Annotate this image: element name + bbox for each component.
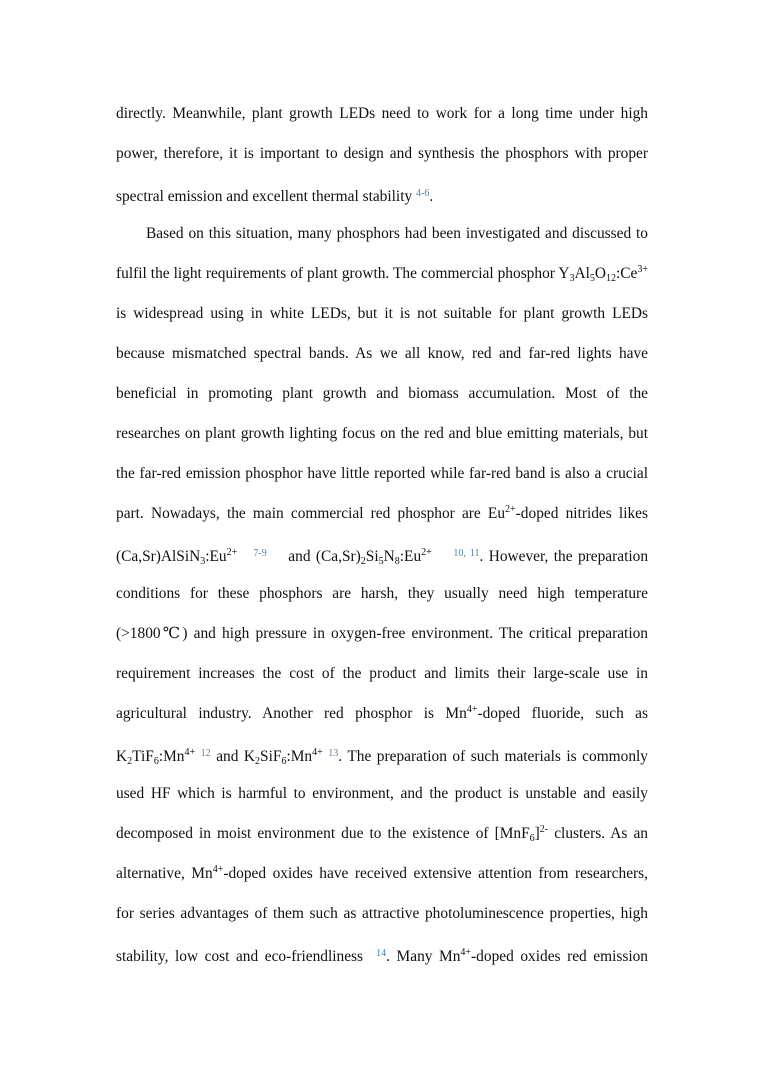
citation-link[interactable]: 14	[376, 948, 387, 959]
text-line: power, therefore, it is important to design and synthesis the phosphors with proper	[116, 145, 648, 162]
text-line: (>1800℃) and high pressure in oxygen-free environment. The critical preparation	[116, 625, 648, 642]
text-line: Based on this situation, many phosphors had been investigated and discussed to	[146, 225, 648, 242]
citation-link[interactable]: 13	[328, 748, 339, 759]
text-line: the far-red emission phosphor have little reported while far-red band is also a crucial	[116, 465, 648, 482]
citation-link[interactable]: 7-9	[253, 548, 267, 559]
text-line: because mismatched spectral bands. As we all know, red and far-red lights have	[116, 345, 648, 362]
text-line: requirement increases the cost of the product and limits their large-scale use in	[116, 665, 648, 682]
text-line: used HF which is harmful to environment, and the product is unstable and easily	[116, 785, 648, 802]
text-line: agricultural industry. Another red phosphor is $Mn^{4+}$-doped fluoride, such as	[116, 704, 648, 722]
text-line: $K_2TiF_6:Mn^{4+}$ $^{12}$ and $K_2SiF_6:Mn^{4+}$ $^{13}$. The preparation of such materials is commonly	[116, 747, 649, 767]
text-line: beneficial in promoting plant growth and biomass accumulation. Most of the	[116, 385, 648, 402]
text-line: researches on plant growth lighting focus on the red and blue emitting materials, but	[116, 425, 648, 442]
text-line: part. Nowadays, the main commercial red phosphor are $Eu^{2+}$-doped nitrides likes	[116, 504, 648, 522]
text-line: spectral emission and excellent thermal stability $^{4-6}$.	[116, 188, 434, 205]
citation-link[interactable]: 10, 11	[453, 548, 480, 559]
text-line: for series advantages of them such as attractive photoluminescence properties, high	[116, 905, 648, 922]
text-line: stability, low cost and eco-friendliness $^{14}$. Many $Mn^{4+}$-doped oxides red emission	[116, 947, 648, 965]
text-line: directly. Meanwhile, plant growth LEDs need to work for a long time under high	[116, 105, 648, 122]
text-line: alternative, $Mn^{4+}$-doped oxides have received extensive attention from researchers,	[116, 864, 648, 882]
text-line: $(Ca,Sr)AlSiN_3:Eu^{2+}$ $^{7-9}$ and $(Ca,Sr)_2Si_5N_8:Eu^{2+}$ $^{10, 11}$. However, the preparation	[116, 547, 649, 567]
citation-link[interactable]: 4-6	[416, 188, 430, 199]
citation-link[interactable]: 12	[200, 748, 211, 759]
text-line: decomposed in moist environment due to the existence of $[MnF_6]^{2-}$ clusters. As an	[116, 824, 648, 844]
text-line: is widespread using in white LEDs, but it is not suitable for plant growth LEDs	[116, 305, 648, 322]
text-line: conditions for these phosphors are harsh, they usually need high temperature	[116, 585, 648, 602]
text-line: fulfil the light requirements of plant growth. The commercial phosphor $Y_3Al_5O_{12}:Ce^{3+}$	[116, 264, 648, 284]
